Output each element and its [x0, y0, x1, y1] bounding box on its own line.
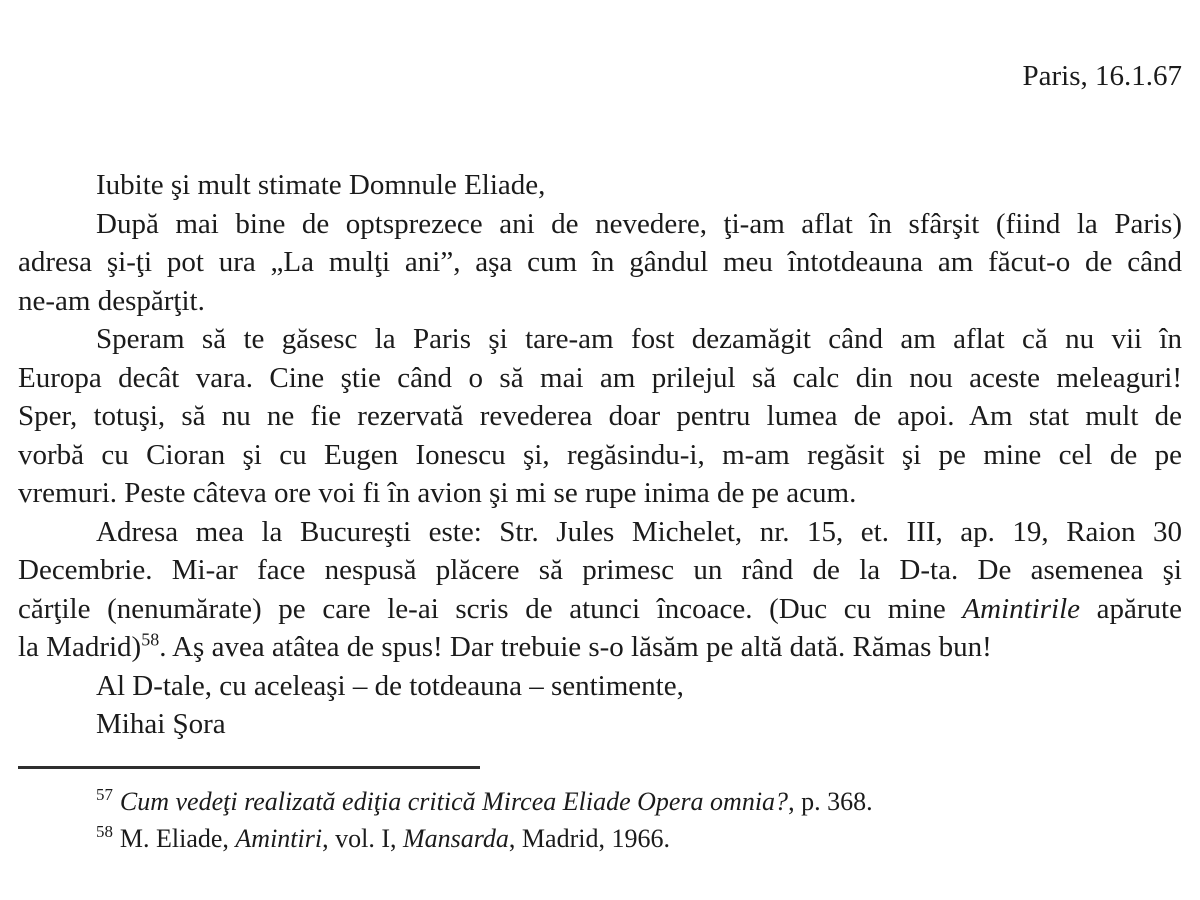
letter-text: cărţile (nenumărate) pe care le-ai scris de atunci încoace. (Duc cu mine: [18, 592, 963, 625]
letter-line: După mai bine de optsprezece ani de nevedere, ţi-am aflat în sfârşit (fiind la Paris): [96, 207, 1182, 240]
letter-line: [18, 628, 1182, 667]
footnote-text: , p. 368.: [788, 786, 873, 816]
letter-body: [18, 166, 1182, 744]
letter-line: [18, 590, 1182, 629]
letter-line: Adresa mea la Bucureşti este: Str. Jules Michelet, nr. 15, et. III, ap. 19, Raion 30: [96, 515, 1182, 548]
salutation-line: Iubite şi mult stimate Domnule Eliade,: [96, 169, 546, 201]
footnote-57: [18, 783, 1182, 820]
book-title: Amintirile: [962, 592, 1081, 625]
letter-line: Decembrie. Mi-ar face nespusă plăcere să primesc un rând de la D-ta. De asemenea şi: [18, 554, 1182, 586]
cited-title: Cum vedeţi realizată ediţia critică Mircea Eliade Opera omnia?: [119, 786, 789, 816]
letter-line: Sper, totuşi, să nu ne fie rezervată revederea doar pentru lumea de apoi. Am stat mult de: [18, 400, 1182, 432]
footnote-reference: 58: [141, 629, 160, 650]
cited-title: Mansarda: [402, 823, 509, 853]
letter-line: adresa şi-ţi pot ura „La mulţi ani”, aşa cum în gândul meu întotdeauna am făcut-o de când: [18, 246, 1182, 278]
signature: Mihai Şora: [96, 708, 226, 740]
footnote-separator: [18, 766, 480, 769]
letter-text: apărute: [1080, 592, 1182, 625]
letter-line: Speram să te găsesc la Paris şi tare-am fost dezamăgit când am aflat că nu vii în: [96, 323, 1182, 355]
letter-line: vorbă cu Cioran şi cu Eugen Ionescu şi, regăsindu-i, m-am regăsit şi pe mine cel de pe: [18, 438, 1182, 471]
footnote-marker: 58: [96, 821, 113, 841]
closing-line: Al D-tale, cu aceleaşi – de totdeauna – sentimente,: [96, 669, 684, 702]
letter-line: vremuri. Peste câteva ore voi fi în avion şi mi se rupe inima de pe acum.: [18, 477, 857, 509]
letter-text: la Madrid): [18, 631, 142, 663]
footnote-text: , vol. I,: [322, 823, 403, 853]
footnote-58: [18, 820, 1182, 857]
dateline: Paris, 16.1.67: [1022, 60, 1182, 92]
footnote-marker: 57: [96, 784, 113, 804]
cited-title: Amintiri: [235, 823, 323, 853]
letter-line: Europa decât vara. Cine ştie când o să mai am prilejul să calc din nou aceste meleaguri!: [18, 361, 1182, 394]
footnote-text: , Madrid, 1966.: [508, 823, 670, 853]
letter-text: . Aş avea atâtea de spus! Dar trebuie s-o lăsăm pe altă dată. Rămas bun!: [159, 631, 992, 663]
footnote-text: M. Eliade,: [119, 823, 236, 853]
letter-line: ne-am despărţit.: [18, 284, 205, 317]
footnotes-section: [18, 783, 1182, 857]
